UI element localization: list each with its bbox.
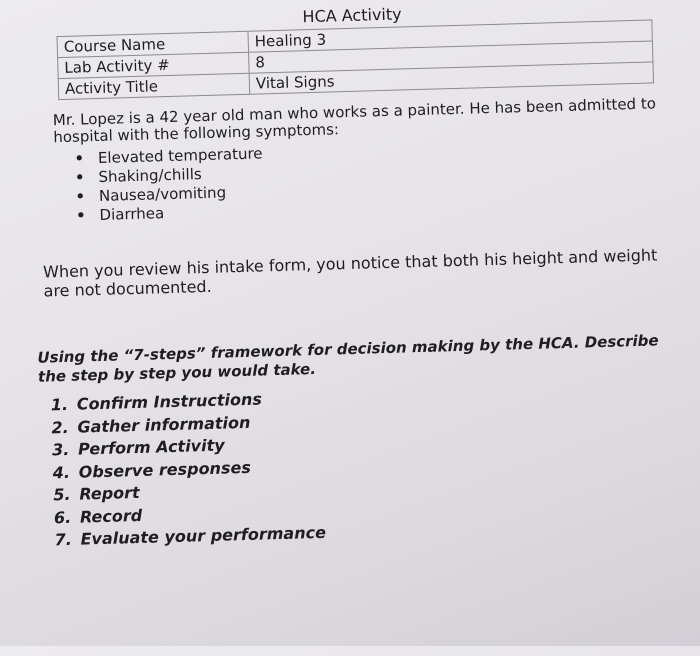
steps-list [51, 387, 327, 552]
step-text: Observe responses [78, 457, 252, 482]
activity-info-table [57, 19, 655, 100]
lab-activity-label: Lab Activity # [58, 52, 250, 78]
step-text: Confirm Instructions [76, 389, 263, 414]
step-number: 3. [51, 439, 70, 460]
step-number: 1. [50, 394, 69, 415]
activity-title-label: Activity Title [58, 73, 250, 99]
list-item: • Diarrhea [75, 201, 264, 225]
list-item: • Nausea/vomiting [75, 182, 264, 206]
step-number: 4. [52, 462, 71, 482]
course-name-value: Healing 3 [248, 20, 652, 52]
step-text: Report [79, 482, 140, 504]
step-text: Record [79, 505, 143, 527]
list-item: • Shaking/chills [74, 163, 263, 187]
page-title: HCA Activity [302, 4, 402, 27]
scenario-intro: Mr. Lopez is a 42 year old man who works as a painter. He has been admitted to hospital with the following symptoms: [52, 94, 657, 147]
step-number: 5. [53, 484, 71, 505]
activity-title-value: Vital Signs [249, 62, 653, 94]
course-name-label: Course Name [57, 31, 249, 57]
step-number: 7. [54, 529, 73, 550]
step-number: 6. [53, 507, 72, 527]
lab-activity-value: 8 [249, 41, 653, 73]
step-text: Gather information [77, 412, 251, 437]
step-text: Evaluate your performance [80, 522, 327, 549]
step-text: Perform Activity [77, 435, 225, 459]
list-item: • Elevated temperature [74, 144, 263, 168]
symptom-list [74, 144, 265, 225]
step-number: 2. [51, 417, 69, 437]
intake-note: When you review his intake form, you notice that both his height and weight are not documented. [42, 245, 658, 301]
question-prompt: Using the “7-steps” framework for decision making by the HCA. Describe the step by step you would take. [37, 331, 659, 386]
